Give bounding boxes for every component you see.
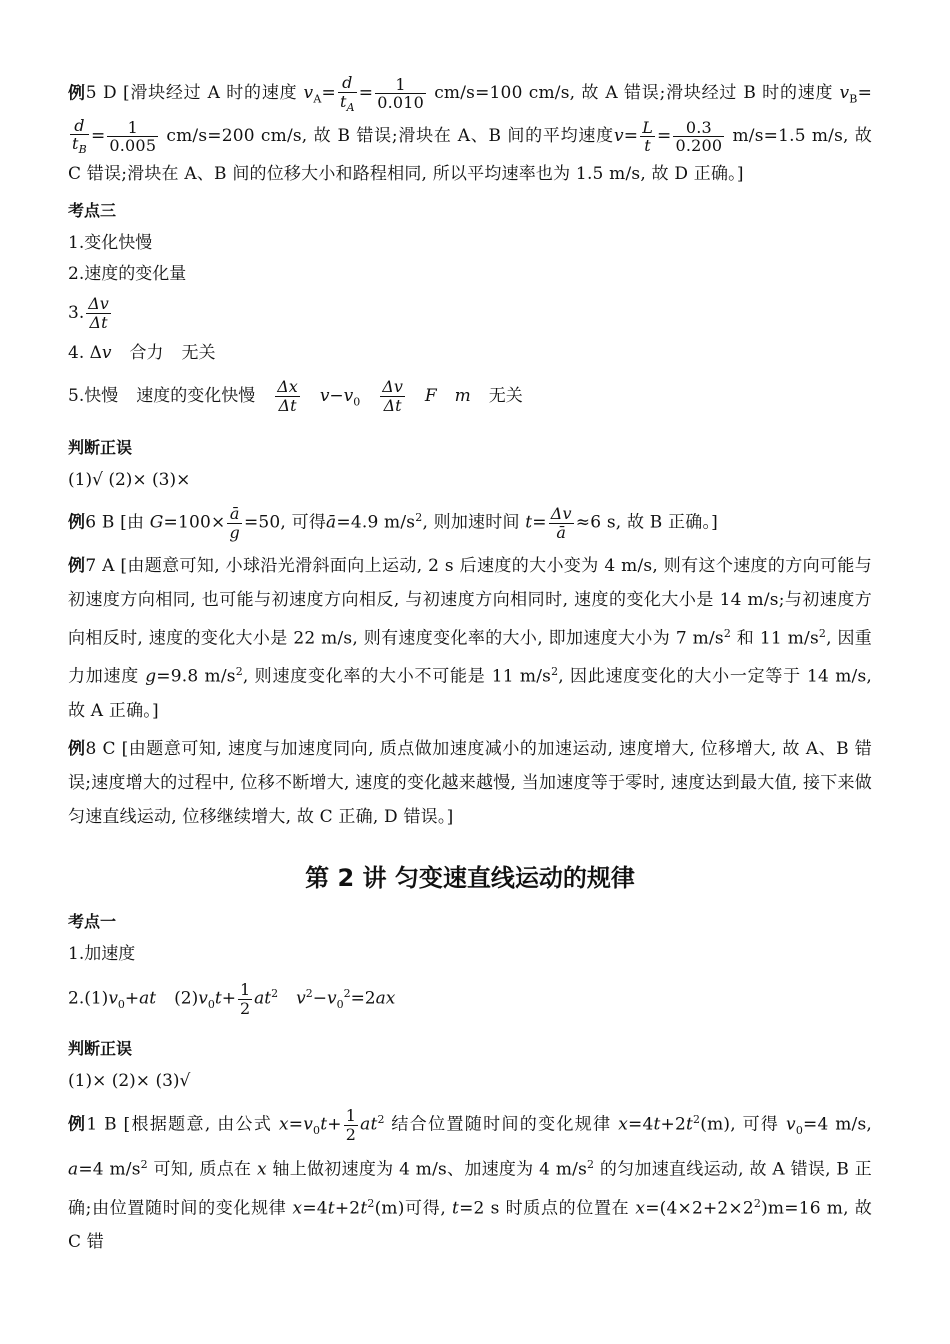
- example-label: 例: [68, 512, 86, 533]
- kd1-item-2: $2.(1)v_0+at$ $(2)v_0t+$ $\frac{1}{2}$ $at^2$ $v^2-v_0^2=2ax$: [68, 980, 396, 1018]
- lecture-title: 第 2 讲 匀变速直线运动的规律: [305, 864, 635, 893]
- example-1: 例1 B [根据题意, 由公式 $x=v_0t+$ $\frac{1}{2}$ $at^2$ 结合位置随时间的变化规律 $x=4t+2t^2(m)$, 可得 $v_0=4$ m/s, a=4 $m/s^2$ 可知, 质点在 x 轴上做初速度为 4 m/s、加速度为 4 $m/s^2$ 的匀加速直线运动, 故 A 错误, B 正确;由位置随时间的变化规律 $x=4t+2t^2(m)$可得, t=2 s 时质点的位置在 $x=(4\times 2+2\times 2^2)m=16$ m, 故 C 错: [68, 1106, 873, 1253]
- judge-heading-1: 判断正误: [68, 438, 133, 458]
- judge-answers-2: (1)× (2)× (3)√: [68, 1071, 191, 1092]
- example-text: 5 D [滑块经过 A 时的速度 $v_A=$ $\frac{d}{t_A}$ = $\frac{1}{0.010}$ cm/s=100 cm/s, 故 A 错误;滑块经过 B 时的速度 $v_B=$ $\frac{d}{t_B}$ = $\frac{1}{0.005}$ cm/s=200 cm/s, 故 B 错误;滑块在 A、B 间的平均速度v= $\frac{L}{t}$ = $\frac{0.3}{0.200}$ m/s=1.5 m/s, 故 C 错误;滑块在 A、B 间的位移大小和路程相同, 所以平均速率也为 1.5 m/s, 故 D 正确。]: [68, 73, 873, 184]
- example-8: 例8 C [由题意可知, 速度与加速度同向, 质点做加速度减小的加速运动, 速度增大, 位移增大, 故 A、B 错误;速度增大的过程中, 位移不断增大, 速度的变化越来越慢, 当加速度等于零时, 速度达到最大值, 接下来做匀速直线运动, 位移继续增大, 故 C 正确, D 错误。]: [68, 739, 872, 828]
- section-heading-kd3: 考点三: [68, 200, 117, 220]
- judge-answers-1: (1)√ (2)× (3)×: [68, 470, 191, 491]
- example-label: 例: [68, 83, 86, 104]
- kd3-item-5: 5.快慢 速度的变化快慢 $\frac{\Delta x}{\Delta t}$ $v-v_0$ $\frac{\Delta v}{\Delta t}$ F m 无关: [68, 377, 523, 415]
- example-label: 例: [68, 1114, 87, 1135]
- section-heading-kd1: 考点一: [68, 912, 117, 932]
- kd3-item-3: 3. $\frac{\Delta v}{\Delta t}$: [68, 294, 109, 332]
- example-6: 例6 B [由 G=100× $\frac{ā}{g}$ =50, 可得ā=4.9 $m/s^2$, 则加速时间 t= $\frac{\Delta v}{ā}$ ≈6 s, 故 B 正确。]: [68, 504, 718, 542]
- kd3-item-2: 2.速度的变化量: [68, 263, 187, 284]
- example-label: 例: [68, 739, 86, 760]
- kd3-item-1: 1.变化快慢: [68, 232, 153, 253]
- kd3-item-4: 4. Δv 合力 无关: [68, 342, 216, 363]
- example-5: [68, 74, 872, 191]
- judge-heading-2: 判断正误: [68, 1039, 133, 1059]
- example-label: 例: [68, 555, 86, 576]
- document-page: [68, 74, 872, 1263]
- kd1-item-1: 1.加速度: [68, 944, 136, 965]
- example-7: 例7 A [由题意可知, 小球沿光滑斜面向上运动, 2 s 后速度的大小变为 4 m/s, 则有这个速度的方向可能与初速度方向相同, 也可能与初速度方向相反, 与初速度方向相同时, 速度的变化大小是 14 m/s;与初速度方向相反时, 速度的变化大小是 22 m/s, 则有速度变化率的大小, 即加速度大小为 7 $m/s^2$ 和 11 $m/s^2$, 因重力加速度 g=9.8 $m/s^2$, 则速度变化率的大小不可能是 11 $m/s^2$, 因此速度变化的大小一定等于 14 m/s, 故 A 正确。]: [68, 555, 873, 722]
